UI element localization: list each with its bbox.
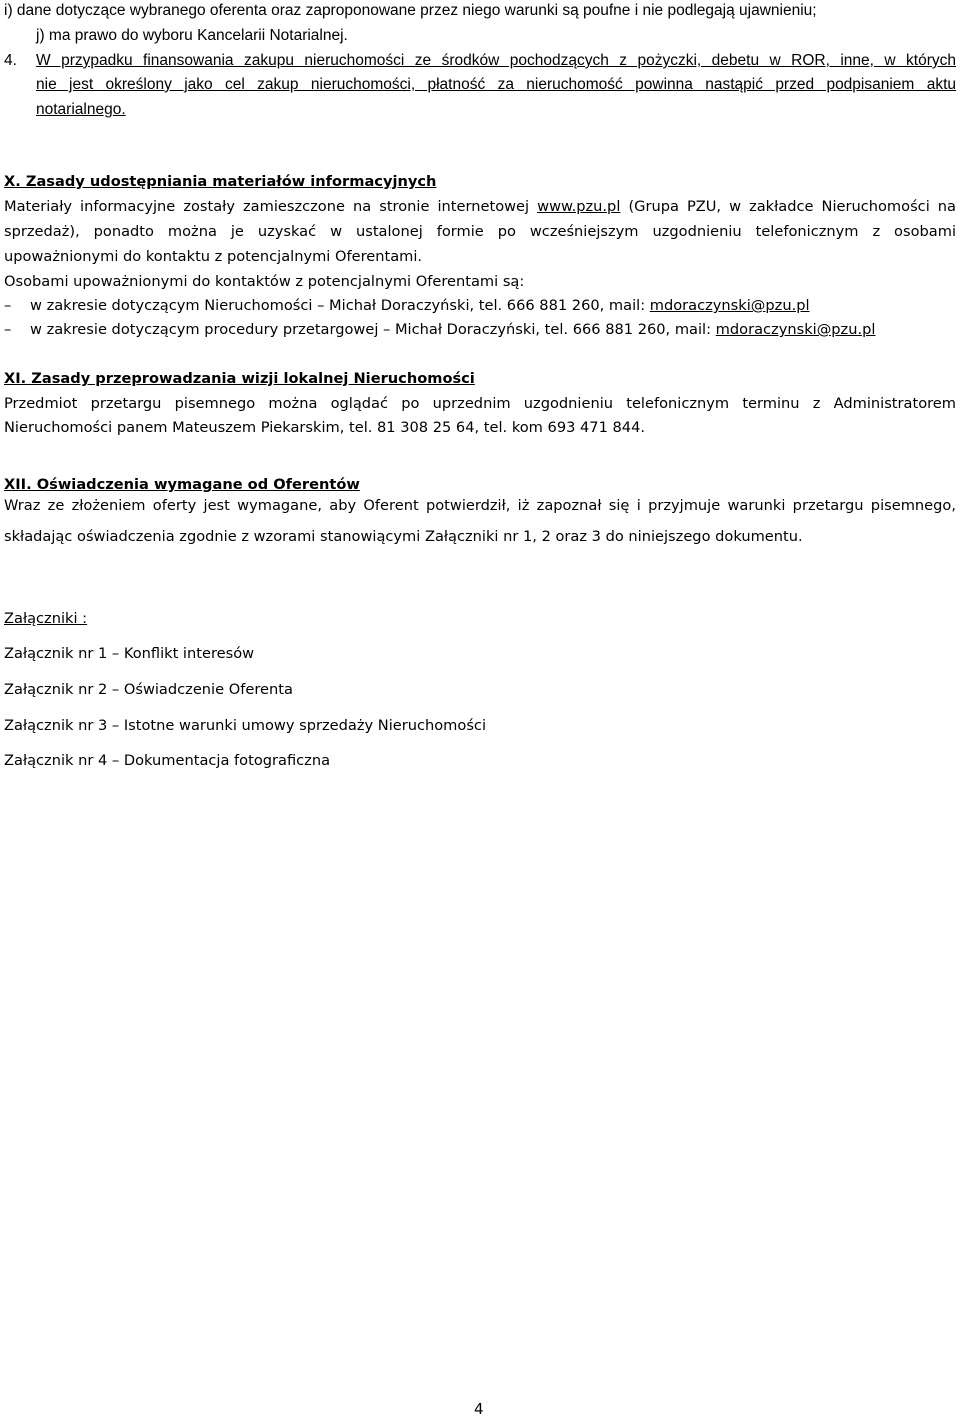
section-xi-line1: Przedmiot przetargu pisemnego można oglądać po uprzednim uzgodnieniu telefonicznym terminu z Administratorem: [4, 395, 956, 412]
list-item-4-number: 4.: [4, 52, 17, 69]
section-xi-line2: Nieruchomości panem Mateuszem Piekarskim, tel. 81 308 25 64, tel. kom 693 471 844.: [4, 419, 646, 436]
pzu-website-link[interactable]: www.pzu.pl: [537, 198, 621, 215]
contact-item-procedure-text: w zakresie dotyczącym procedury przetargowej – Michał Doraczyński, tel. 666 881 260, mail:: [30, 321, 712, 338]
section-x-paragraph-line2: sprzedaż), ponadto można je uzyskać w ustalonej formie po wcześniejszym uzgodnieniu telefonicznym z osobami: [4, 223, 956, 240]
section-xii-line2: składając oświadczenia zgodnie z wzorami stanowiącymi Załączniki nr 1, 2 oraz 3 do niniejszego dokumentu.: [4, 528, 803, 545]
attachments-heading: Załączniki :: [4, 610, 88, 627]
section-x-paragraph-line1: [4, 198, 956, 215]
section-x-contacts-intro: Osobami upoważnionymi do kontaktów z potencjalnymi Oferentami są:: [4, 273, 525, 290]
dash-bullet-icon: –: [4, 297, 12, 314]
section-xii-heading: XII. Oświadczenia wymagane od Oferentów: [4, 476, 360, 493]
attachment-item: Załącznik nr 3 – Istotne warunki umowy sprzedaży Nieruchomości: [4, 717, 487, 734]
section-xii-line1: Wraz ze złożeniem oferty jest wymagane, aby Oferent potwierdził, iż zapoznał się i przyjmuje warunki przetargu pisemnego,: [4, 497, 956, 514]
section-x-p1-pre: Materiały informacyjne zostały zamieszczone na stronie internetowej: [4, 198, 530, 215]
list-item-j: j) ma prawo do wyboru Kancelarii Notarialnej.: [36, 27, 348, 44]
contact-item-property-text: w zakresie dotyczącym Nieruchomości – Michał Doraczyński, tel. 666 881 260, mail:: [30, 297, 646, 314]
contact-item-procedure: [4, 321, 875, 338]
contact-email-link-property[interactable]: mdoraczynski@pzu.pl: [649, 297, 810, 314]
section-x-paragraph-line3: upoważnionymi do kontaktu z potencjalnymi Oferentami.: [4, 248, 423, 265]
attachment-item: Załącznik nr 1 – Konflikt interesów: [4, 645, 255, 662]
attachment-item: Załącznik nr 2 – Oświadczenie Oferenta: [4, 681, 293, 698]
list-item-4-line1: W przypadku finansowania zakupu nieruchomości ze środków pochodzących z pożyczki, debetu w ROR, inne, w których: [36, 52, 956, 69]
list-item-4-line2: nie jest określony jako cel zakup nieruchomości, płatność za nieruchomość powinna nastąpić przed podpisaniem aktu: [36, 76, 956, 93]
attachment-item: Załącznik nr 4 – Dokumentacja fotograficzna: [4, 752, 331, 769]
dash-bullet-icon: –: [4, 321, 12, 338]
section-x-p1-post: (Grupa PZU, w zakładce Nieruchomości na: [628, 198, 956, 215]
list-item-i: i) dane dotyczące wybranego oferenta oraz zaproponowane przez niego warunki są poufne i nie podlegają ujawnieniu;: [4, 2, 817, 19]
section-xi-heading: XI. Zasady przeprowadzania wizji lokalnej Nieruchomości: [4, 370, 475, 387]
contact-item-property: [4, 297, 810, 314]
section-x-heading: X. Zasady udostępniania materiałów informacyjnych: [4, 173, 437, 190]
list-item-4-line3: notarialnego.: [36, 101, 126, 118]
contact-email-link-procedure[interactable]: mdoraczynski@pzu.pl: [715, 321, 876, 338]
page-number: 4: [474, 1400, 484, 1418]
